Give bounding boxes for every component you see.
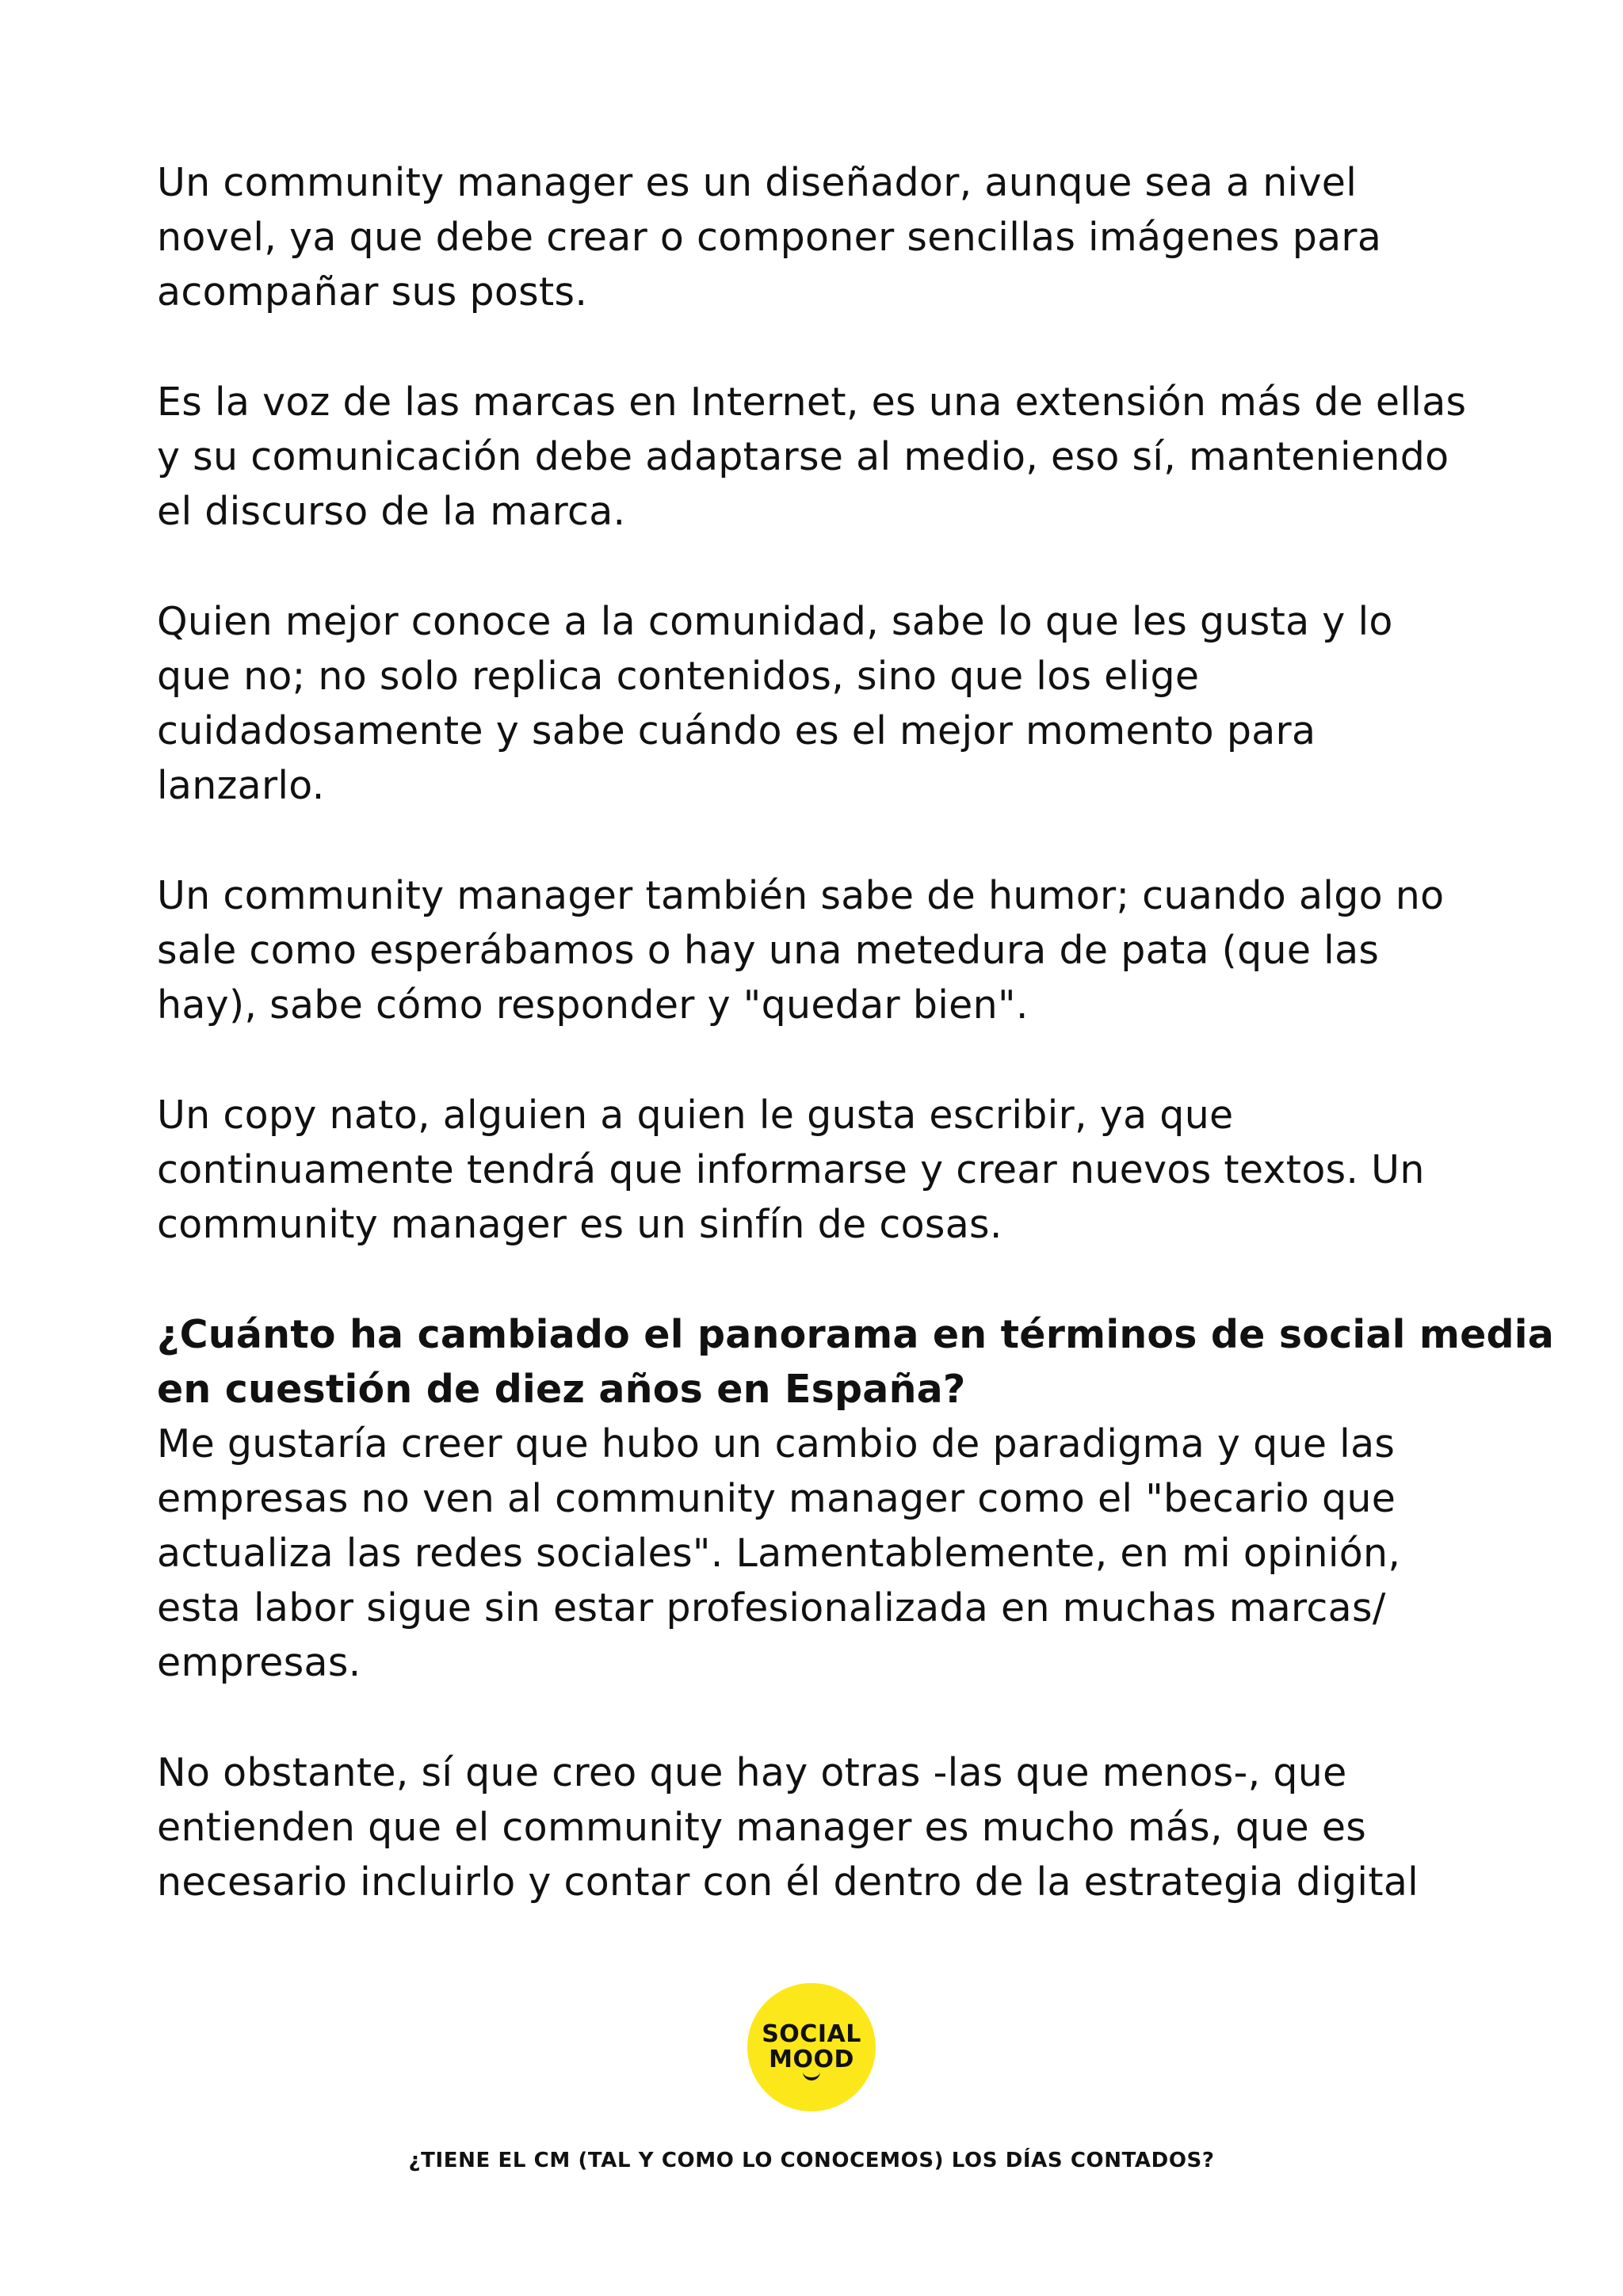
text-line: cuidadosamente y sabe cuándo es el mejor momento para	[157, 708, 1316, 753]
text-line: Quien mejor conoce a la comunidad, sabe lo que les gusta y lo	[157, 599, 1393, 644]
logo-text-mood: MOOD	[769, 2046, 854, 2073]
text-line: Un community manager también sabe de humor; cuando algo no	[157, 873, 1445, 918]
text-line: Un copy nato, alguien a quien le gusta escribir, ya que	[157, 1093, 1234, 1138]
footer-title: ¿TIENE EL CM (TAL Y COMO LO CONOCEMOS) LOS DÍAS CONTADOS?	[408, 2149, 1215, 2172]
text-line: community manager es un sinfín de cosas.	[157, 1202, 1002, 1247]
social-mood-logo	[747, 1983, 876, 2111]
text-line: novel, ya que debe crear o componer sencillas imágenes para	[157, 215, 1382, 260]
interview-question	[157, 1307, 1555, 1417]
paragraph-copywriter	[157, 1088, 1488, 1252]
text-line: entienden que el community manager es mucho más, que es	[157, 1805, 1367, 1850]
text-line: lanzarlo.	[157, 763, 325, 808]
text-line: acompañar sus posts.	[157, 269, 588, 315]
paragraph-designer	[157, 155, 1488, 319]
text-line: Es la voz de las marcas en Internet, es una extensión más de ellas	[157, 379, 1467, 425]
text-line: Un community manager es un diseñador, aunque sea a nivel	[157, 160, 1358, 205]
paragraph-closing	[157, 1745, 1488, 1909]
paragraph-community	[157, 594, 1488, 813]
text-line: hay), sabe cómo responder y "quedar bien".	[157, 982, 1029, 1028]
text-line: el discurso de la marca.	[157, 489, 626, 534]
text-line: necesario incluirlo y contar con él dentro de la estrategia digital	[157, 1859, 1419, 1905]
answer-line: empresas.	[157, 1640, 361, 1685]
text-line: continuamente tendrá que informarse y crear nuevos textos. Un	[157, 1147, 1425, 1192]
interview-qa	[157, 1307, 1555, 1690]
text-line: y su comunicación debe adaptarse al medio, eso sí, manteniendo	[157, 434, 1449, 479]
question-line: en cuestión de diez años en España?	[157, 1367, 966, 1412]
interview-answer	[157, 1417, 1488, 1690]
document-body	[157, 155, 1555, 1965]
text-line: No obstante, sí que creo que hay otras -las que menos-, que	[157, 1750, 1347, 1795]
logo-text-social: SOCIAL	[762, 2020, 861, 2048]
question-line: ¿Cuánto ha cambiado el panorama en términos de social media	[157, 1312, 1555, 1357]
answer-line: empresas no ven al community manager como el "becario que	[157, 1476, 1396, 1521]
smile-icon	[803, 2069, 820, 2081]
paragraph-brand-voice	[157, 375, 1488, 539]
text-line: que no; no solo replica contenidos, sino que los elige	[157, 654, 1200, 699]
answer-line: actualiza las redes sociales". Lamentablemente, en mi opinión,	[157, 1531, 1401, 1576]
paragraph-humor	[157, 868, 1488, 1032]
answer-line: esta labor sigue sin estar profesionalizada en muchas marcas/	[157, 1585, 1386, 1630]
answer-line: Me gustaría creer que hubo un cambio de paradigma y que las	[157, 1421, 1396, 1466]
text-line: sale como esperábamos o hay una metedura de pata (que las	[157, 928, 1380, 973]
